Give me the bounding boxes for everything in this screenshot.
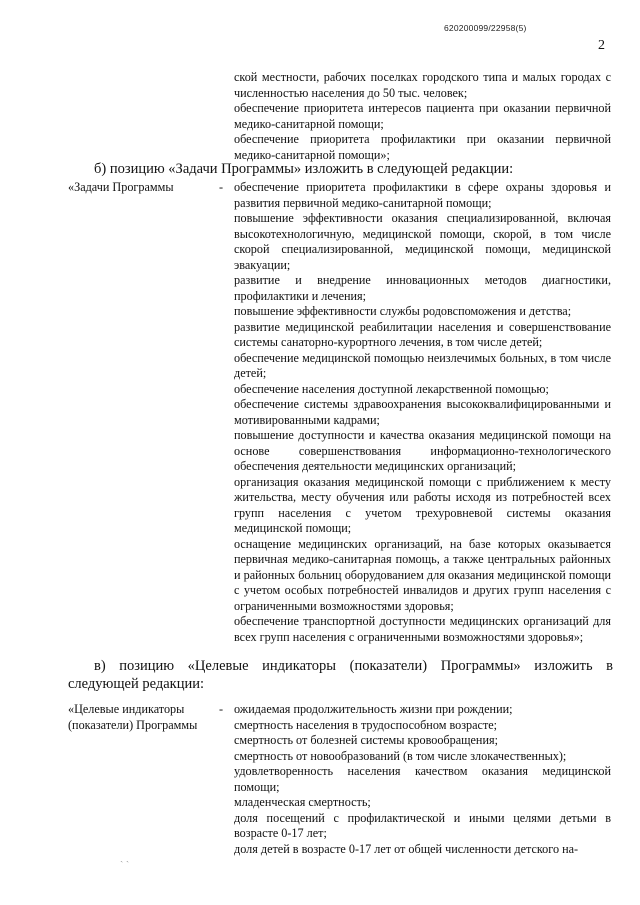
- list-item: обеспечение населения доступной лекарственной помощью;: [234, 381, 549, 396]
- list-item: повышение эффективности оказания специализированной, включая высокотехнологичную, медицинской помощи, скорой, в том числе скорой специализированной, медицинской помощи, медицинской эвакуации;: [234, 211, 611, 272]
- list-item: смертность от новообразований (в том числе злокачественных);: [234, 748, 567, 763]
- list-item: обеспечение системы здравоохранения высококвалифицированными и мотивированными кадрами;: [234, 397, 611, 427]
- list-item: обеспечение приоритета профилактики в сфере охраны здоровья и развития первичной медико-санитарной помощи;: [234, 180, 611, 210]
- list-item: обеспечение приоритета профилактики при оказании первичной медико-санитарной помощи»;: [234, 132, 611, 162]
- list-item: развитие медицинской реабилитации населения и совершенствование системы санаторно-курортного лечения, в том числе детей;: [234, 319, 611, 349]
- list-item: обеспечение приоритета интересов пациента при оказании первичной медико-санитарной помощи;: [234, 101, 611, 131]
- list-item: повышение эффективности службы родовспоможения и детства;: [234, 304, 572, 318]
- list-item: развитие и внедрение инновационных методов диагностики, профилактики и лечения;: [234, 273, 611, 303]
- document-id: 620200099/22958(5): [444, 23, 527, 33]
- label-dash: -: [219, 180, 224, 194]
- list-item: смертность населения в трудоспособном возрасте;: [234, 717, 498, 732]
- intro-block: [234, 70, 611, 163]
- list-item: организация оказания медицинской помощи с приближением к месту жительства, месту обучения или работы исходя из потребностей всех групп населения с учетом трехуровневой системы оказания медицинской помощи;: [234, 474, 611, 535]
- list-item: обеспечение транспортной доступности медицинских организаций для всех групп населения с ограниченными возможностями здоровья»;: [234, 614, 611, 644]
- tasks-list: [234, 180, 611, 645]
- list-item: обеспечение медицинской помощью неизлечимых больных, в том числе детей;: [234, 350, 611, 380]
- indicators-label-line-2: (показатели) Программы: [68, 718, 198, 732]
- list-item: младенческая смертность;: [234, 795, 371, 809]
- list-item: доля детей в возрасте 0-17 лет от общей численности детского на-: [234, 841, 579, 856]
- list-item: удовлетворенность населения качеством оказания медицинской помощи;: [234, 764, 611, 794]
- list-item: ской местности, рабочих поселках городского типа и малых городах с численностью населения до 50 тыс. человек;: [234, 70, 611, 100]
- indicators-list: [234, 702, 611, 857]
- page-number: 2: [598, 38, 605, 53]
- section-b-heading: б) позицию «Задачи Программы» изложить в следующей редакции:: [94, 161, 514, 177]
- list-item: доля посещений с профилактической и иными целями детьми в возрасте 0-17 лет;: [234, 810, 611, 840]
- list-item: смертность от болезней системы кровообращения;: [234, 733, 498, 747]
- list-item: ожидаемая продолжительность жизни при рождении;: [234, 702, 513, 716]
- indicators-label-line-1: «Целевые индикаторы: [68, 702, 185, 716]
- list-item: оснащение медицинских организаций, на базе которых оказывается первичная медико-санитарная помощь, а также центральных районных и районных больниц оборудованием для оказания медицинской помощи с учетом особых потребностей инвалидов и других групп населения с ограниченными возможностями здоровья;: [234, 536, 611, 613]
- label-dash: -: [219, 702, 224, 716]
- list-item: повышение доступности и качества оказания медицинской помощи на основе совершенствования информационно-технологического обеспечения деятельности медицинских организаций;: [234, 428, 611, 473]
- section-v-heading: в) позицию «Целевые индикаторы (показатели) Программы» изложить в следующей редакции:: [68, 658, 613, 692]
- tasks-label: «Задачи Программы: [68, 180, 174, 194]
- scan-speck: ˎ ˏ: [120, 852, 130, 863]
